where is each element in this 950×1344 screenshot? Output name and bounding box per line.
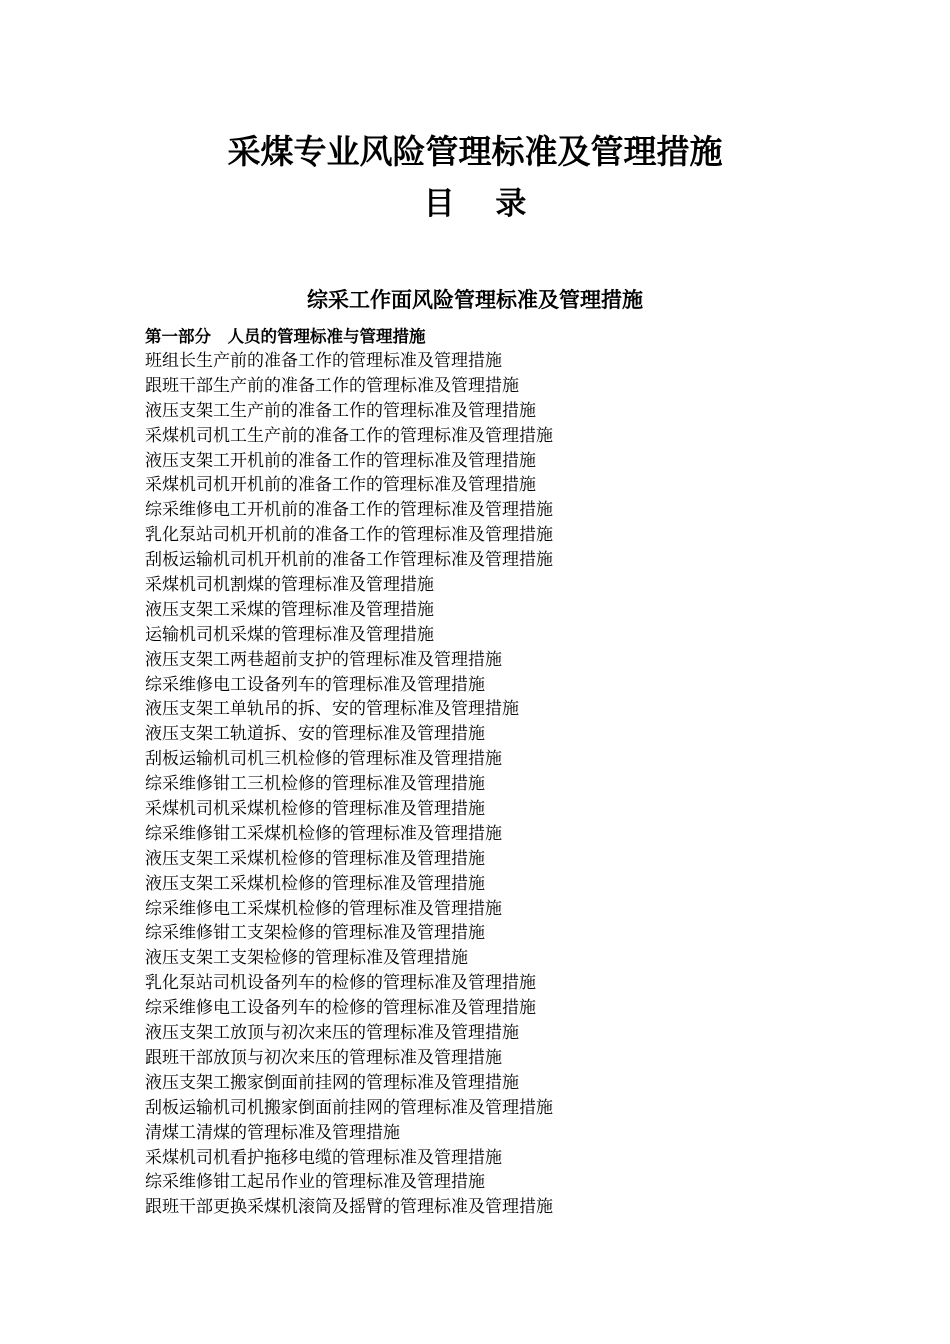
toc-item: 采煤机司机开机前的准备工作的管理标准及管理措施 xyxy=(145,475,536,496)
toc-item: 液压支架工采煤机检修的管理标准及管理措施 xyxy=(145,873,485,894)
toc-item: 刮板运输机司机三机检修的管理标准及管理措施 xyxy=(145,749,502,770)
toc-item: 综采维修电工开机前的准备工作的管理标准及管理措施 xyxy=(145,500,553,521)
toc-item: 液压支架工支架检修的管理标准及管理措施 xyxy=(145,948,468,969)
toc-item: 采煤机司机工生产前的准备工作的管理标准及管理措施 xyxy=(145,425,553,446)
toc-item: 清煤工清煤的管理标准及管理措施 xyxy=(145,1122,400,1143)
section-title: 综采工作面风险管理标准及管理措施 xyxy=(307,288,643,312)
toc-item: 运输机司机采煤的管理标准及管理措施 xyxy=(145,624,434,645)
toc-item: 采煤机司机割煤的管理标准及管理措施 xyxy=(145,575,434,596)
toc-item: 液压支架工采煤的管理标准及管理措施 xyxy=(145,599,434,620)
toc-item: 采煤机司机看护拖移电缆的管理标准及管理措施 xyxy=(145,1147,502,1168)
toc-item: 综采维修钳工起吊作业的管理标准及管理措施 xyxy=(145,1172,485,1193)
toc-item: 液压支架工两巷超前支护的管理标准及管理措施 xyxy=(145,649,502,670)
toc-item: 跟班干部放顶与初次来压的管理标准及管理措施 xyxy=(145,1047,502,1068)
toc-item: 液压支架工轨道拆、安的管理标准及管理措施 xyxy=(145,724,485,745)
toc-item: 综采维修电工设备列车的检修的管理标准及管理措施 xyxy=(145,998,536,1019)
toc-item: 跟班干部生产前的准备工作的管理标准及管理措施 xyxy=(145,375,519,396)
toc-item: 综采维修钳工三机检修的管理标准及管理措施 xyxy=(145,774,485,795)
toc-item: 跟班干部更换采煤机滚筒及摇臂的管理标准及管理措施 xyxy=(145,1197,553,1218)
toc-item: 采煤机司机采煤机检修的管理标准及管理措施 xyxy=(145,799,485,820)
toc-item: 综采维修电工设备列车的管理标准及管理措施 xyxy=(145,674,485,695)
toc-item: 综采维修电工采煤机检修的管理标准及管理措施 xyxy=(145,898,502,919)
toc-item: 液压支架工单轨吊的拆、安的管理标准及管理措施 xyxy=(145,699,519,720)
document-title: 采煤专业风险管理标准及管理措施 xyxy=(227,132,723,171)
toc-item: 液压支架工搬家倒面前挂网的管理标准及管理措施 xyxy=(145,1072,519,1093)
toc-item: 液压支架工采煤机检修的管理标准及管理措施 xyxy=(145,848,485,869)
part-title: 第一部分 人员的管理标准与管理措施 xyxy=(145,327,426,346)
toc-item: 液压支架工生产前的准备工作的管理标准及管理措施 xyxy=(145,400,536,421)
toc-item: 综采维修钳工支架检修的管理标准及管理措施 xyxy=(145,923,485,944)
toc-item: 综采维修钳工采煤机检修的管理标准及管理措施 xyxy=(145,823,502,844)
toc-item: 液压支架工放顶与初次来压的管理标准及管理措施 xyxy=(145,1023,519,1044)
toc-item: 液压支架工开机前的准备工作的管理标准及管理措施 xyxy=(145,450,536,471)
toc-item: 刮板运输机司机搬家倒面前挂网的管理标准及管理措施 xyxy=(145,1097,553,1118)
toc-item: 刮板运输机司机开机前的准备工作管理标准及管理措施 xyxy=(145,550,553,571)
toc-list xyxy=(145,349,553,1220)
toc-item: 乳化泵站司机设备列车的检修的管理标准及管理措施 xyxy=(145,973,536,994)
table-of-contents-heading: 目 录 xyxy=(423,186,527,222)
toc-item: 班组长生产前的准备工作的管理标准及管理措施 xyxy=(145,351,502,371)
toc-item: 乳化泵站司机开机前的准备工作的管理标准及管理措施 xyxy=(145,525,553,546)
